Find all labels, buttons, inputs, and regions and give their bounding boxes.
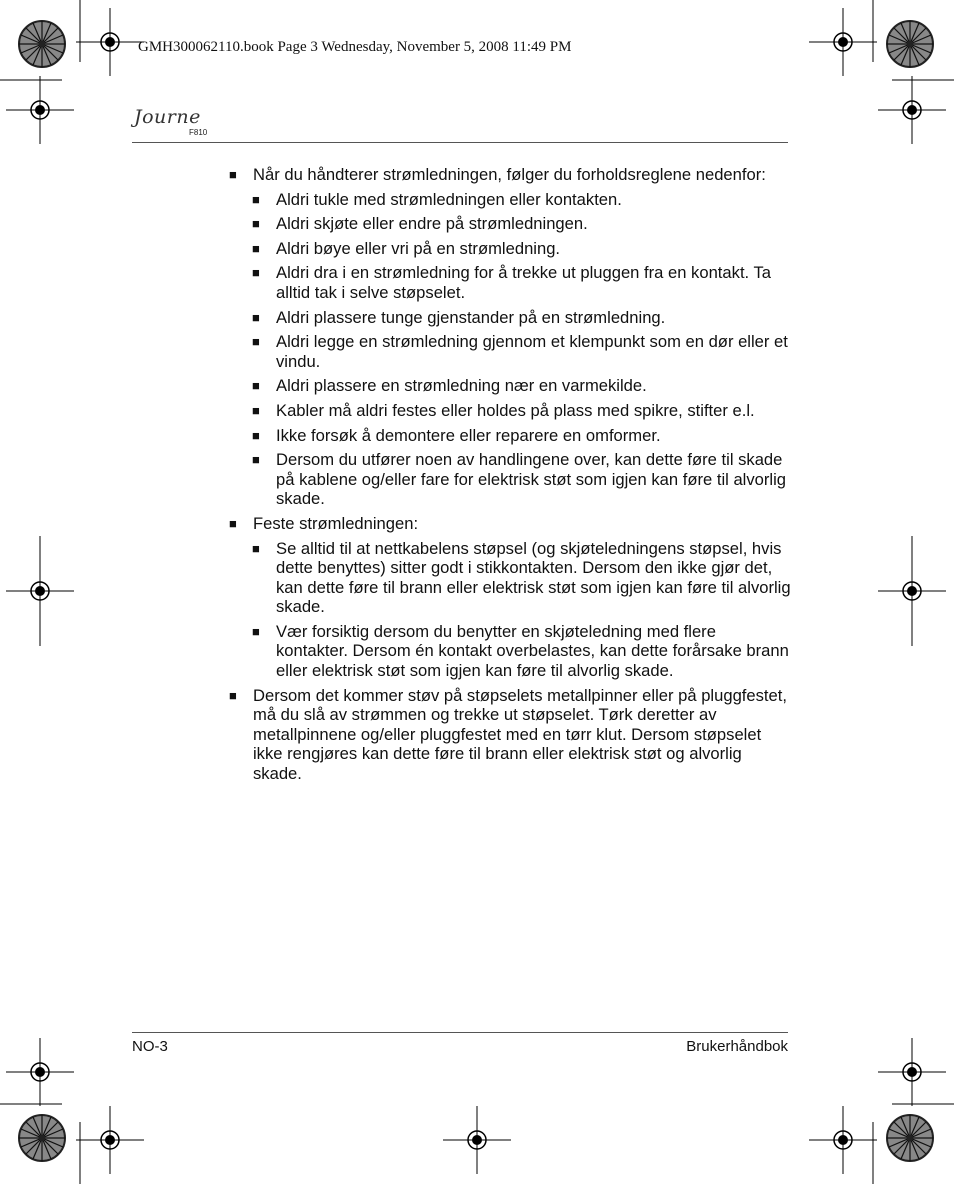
registration-mark	[809, 8, 877, 76]
header-rule	[132, 142, 788, 143]
list-item-text: Når du håndterer strømledningen, følger du forholdsreglene nedenfor:	[253, 165, 766, 184]
square-bullet-icon: ■	[252, 216, 260, 232]
square-bullet-icon: ■	[252, 240, 260, 256]
sub-list-item-text: Aldri legge en strømledning gjennom et klempunkt som en dør eller et vindu.	[276, 332, 788, 371]
square-bullet-icon: ■	[252, 427, 260, 443]
square-bullet-icon: ■	[252, 309, 260, 325]
sub-list-item	[252, 214, 791, 234]
registration-mark	[443, 1106, 511, 1174]
registration-mark	[809, 1106, 877, 1174]
square-bullet-icon: ■	[252, 265, 260, 281]
sub-list-item	[252, 190, 791, 210]
sub-list-item	[252, 401, 791, 421]
square-bullet-icon: ■	[252, 540, 260, 556]
sub-list-item-text: Vær forsiktig dersom du benytter en skjøteledning med flere kontakter. Dersom én kontakt overbelastes, kan dette forårsake brann eller elektrisk støt som igjen kan føre til alvorlig skade.	[276, 621, 789, 681]
square-bullet-icon: ■	[252, 191, 260, 207]
footer-rule	[132, 1032, 788, 1033]
square-bullet-icon: ■	[229, 515, 237, 531]
list-item	[229, 686, 791, 784]
model-label: F810	[189, 128, 208, 137]
square-bullet-icon: ■	[252, 378, 260, 394]
square-bullet-icon: ■	[252, 402, 260, 418]
list-item-text: Dersom det kommer støv på støpselets metallpinner eller på pluggfestet, må du slå av strømmen og trekke ut støpselet. Tørk deretter av metallpinnene og/eller pluggfestet med en tørr klut. Dersom støpselet ikke rengjøres kan dette føre til brann eller elektrisk støt og alvorlig skade.	[253, 685, 787, 784]
list-item-text: Feste strømledningen:	[253, 513, 419, 533]
color-burst-mark	[887, 1115, 933, 1161]
square-bullet-icon: ■	[252, 334, 260, 350]
sub-list-item-text: Aldri skjøte eller endre på strømledningen.	[276, 214, 588, 234]
sub-list-item	[252, 539, 791, 617]
registration-mark	[76, 8, 144, 76]
square-bullet-icon: ■	[252, 452, 260, 468]
sub-list-item	[252, 450, 791, 509]
print-header: GMH300062110.book Page 3 Wednesday, November 5, 2008 11:49 PM	[138, 39, 572, 55]
sub-list-item	[252, 622, 791, 681]
sub-list-item	[252, 332, 791, 371]
registration-mark	[878, 1038, 946, 1106]
page-number: NO-3	[132, 1038, 168, 1055]
sub-list-item-text: Ikke forsøk å demontere eller reparere en omformer.	[276, 425, 661, 445]
registration-mark	[878, 76, 946, 144]
square-bullet-icon: ■	[229, 167, 237, 182]
sub-list-item	[252, 426, 791, 446]
color-burst-mark	[19, 1115, 65, 1161]
registration-mark	[76, 1106, 144, 1174]
sub-list-item-text: Aldri plassere en strømledning nær en varmekilde.	[276, 376, 647, 396]
registration-mark	[6, 1038, 74, 1106]
square-bullet-icon: ■	[229, 687, 237, 703]
sub-list-item-text: Dersom du utfører noen av handlingene over, kan dette føre til skade på kablene og/eller fare for elektrisk støt som igjen kan føre til alvorlig skade.	[276, 450, 787, 509]
sub-list-item-text: Se alltid til at nettkabelens støpsel (og skjøteledningens støpsel, hvis dette benyttes) sitter godt i stikkontakten. Dersom den ikke gjør det, kan dette føre til brann eller elektrisk støt som igjen kan føre til alvorlig skade.	[276, 538, 791, 617]
registration-mark	[878, 557, 946, 625]
list-item	[229, 165, 791, 185]
sub-list-item	[252, 263, 791, 302]
square-bullet-icon: ■	[252, 623, 260, 639]
sub-list-item-text: Aldri plassere tunge gjenstander på en strømledning.	[276, 307, 666, 327]
color-burst-mark	[19, 21, 65, 67]
sub-list-item-text: Aldri dra i en strømledning for å trekke ut pluggen fra en kontakt. Ta alltid tak i selve støpselet.	[276, 263, 772, 302]
safety-list	[229, 160, 791, 784]
sub-list-item-text: Aldri bøye eller vri på en strømledning.	[276, 238, 561, 258]
sub-list-item-text: Kabler må aldri festes eller holdes på plass med spikre, stifter e.l.	[276, 400, 755, 420]
manual-title: Brukerhåndbok	[686, 1038, 788, 1055]
registration-mark	[6, 557, 74, 625]
brand-logo: Journe	[134, 106, 201, 128]
sub-list-item	[252, 308, 791, 328]
list-item	[229, 514, 791, 534]
color-burst-mark	[887, 21, 933, 67]
sub-list-item	[252, 239, 791, 259]
sub-list-item	[252, 376, 791, 396]
sub-list-item-text: Aldri tukle med strømledningen eller kontakten.	[276, 189, 622, 209]
registration-mark	[6, 76, 74, 144]
